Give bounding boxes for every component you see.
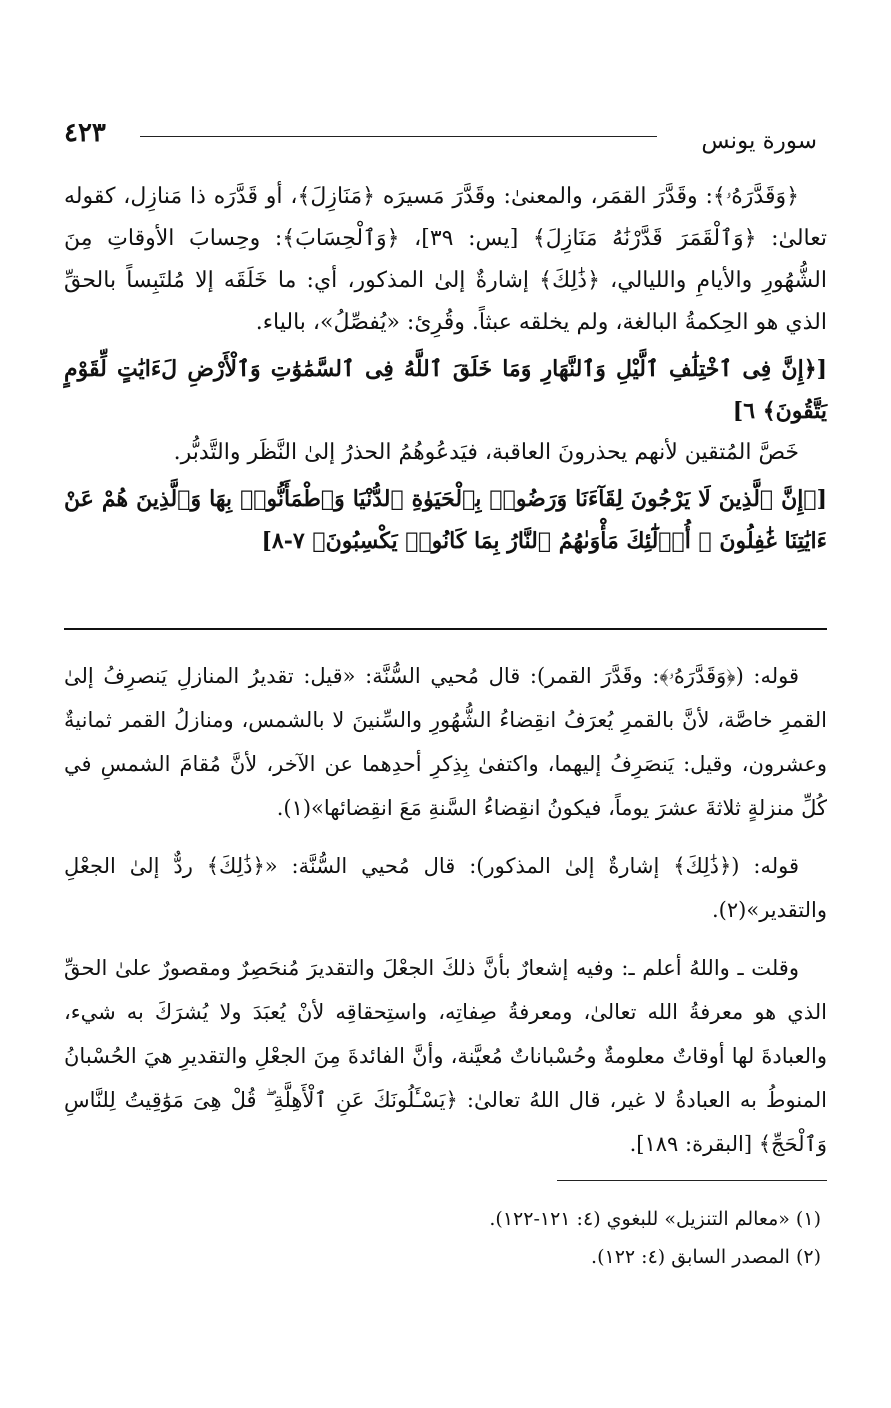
- page-number: ٤٢٣: [64, 118, 106, 148]
- header-rule: [140, 136, 657, 137]
- quran-verse: [﴿إِنَّ ٱلَّذِينَ لَا يَرْجُونَ لِقَآءَنَا وَرَضُوا۟ بِٱلْحَيَوٰةِ ٱلدُّنْيَا وَٱطْمَأَنُّوا۟ بِهَا وَٱلَّذِينَ هُمْ عَنْ ءَايَٰتِنَا غَٰفِلُونَ ۞ أُو۟لَٰٓئِكَ مَأْوَىٰهُمُ ٱلنَّارُ بِمَا كَانُوا۟ يَكْسِبُونَ﴾ ٧-٨]: [64, 486, 827, 554]
- page-header: [64, 118, 817, 158]
- quran-verse: [﴿إِنَّ فِى ٱخْتِلَٰفِ ٱلَّيْلِ وَٱلنَّهَارِ وَمَا خَلَقَ ٱللَّهُ فِى ٱلسَّمَٰوَٰتِ وَٱلْأَرْضِ لَءَايَٰتٍ لِّقَوْمٍ يَتَّقُونَ﴾ ٦]: [64, 356, 827, 424]
- tafsir-text: [64, 176, 827, 562]
- commentary-paragraph: وقلت ـ واللهُ أعلم ـ: وفيه إشعارٌ بأنَّ ذلكَ الجعْلَ والتقديرَ مُنحَصِرٌ ومقصورٌ علىٰ الحقِّ الذي هو معرفةُ الله تعالىٰ، ومعرفةُ صِفاتِه، واستِحقاقِه لأنْ يُعبَدَ ولا يُشرَكَ به شيء، والعبادةَ لها أوقاتٌ معلومةٌ وحُسْباناتٌ مُعيَّنة، وأنَّ الفائدةَ مِنَ الجعْلِ والتقديرِ هيَ الحُسْبانُ المنوطُ به العبادةُ لا غير، قال اللهُ تعالىٰ: ﴿يَسْـَٔلُونَكَ عَنِ ٱلْأَهِلَّةِ ۖ قُلْ هِىَ مَوَٰقِيتُ لِلنَّاسِ وَٱلْحَجِّ﴾ [البقرة: ١٨٩].: [64, 956, 827, 1156]
- commentary-paragraph: قوله: (﴿ذَٰلِكَ﴾ إشارةٌ إلىٰ المذكور): قال مُحيي السُّنَّة: «﴿ذَٰلِكَ﴾ ردٌّ إلىٰ الجعْلِ والتقدير»(٢).: [64, 854, 827, 922]
- tafsir-paragraph: ﴿وَقَدَّرَهُۥ﴾: وقَدَّرَ القمَر، والمعنىٰ: وقَدَّرَ مَسيرَه ﴿مَنَازِلَ﴾، أو قَدَّرَه ذا مَنازِل، كقوله تعالىٰ: ﴿وَٱلْقَمَرَ قَدَّرْنَٰهُ مَنَازِلَ﴾ [يس: ٣٩]، ﴿وَٱلْحِسَابَ﴾: وحِسابَ الأوقاتِ مِنَ الشُّهُورِ والأيامِ والليالي، ﴿ذَٰلِكَ﴾ إشارةٌ إلىٰ المذكور، أي: ما خَلَقَه إلا مُلتَبِساً بالحقِّ الذي هو الحِكمةُ البالغة، ولم يخلقه عبثاً. وقُرِئ: «يُفصِّلُ»، بالياء.: [64, 184, 827, 335]
- footnote-divider: [557, 1180, 827, 1181]
- commentary-paragraph: قوله: (﴿وَقَدَّرَهُۥ﴾: وقَدَّرَ القمر): قال مُحيي السُّنَّة: «قيل: تقديرُ المنازلِ يَنصرِفُ إلىٰ القمرِ خاصَّة، لأنَّ بالقمرِ يُعرَفُ انقِضاءُ الشُّهُورِ والسِّنينَ لا بالشمس، ومنازلُ القمر ثمانيةٌ وعشرون، وقيل: يَنصَرِفُ إليهما، واكتفىٰ بِذِكرِ أحدِهما عن الآخر، لأنَّ مُقامَ الشمسِ في كُلِّ منزلةٍ ثلاثةَ عشرَ يوماً، فيكونُ انقِضاءُ السَّنةِ مَعَ انقِضائها»(١).: [64, 664, 827, 820]
- section-divider: [64, 628, 827, 630]
- footnote: (١) «معالم التنزيل» للبغوي (٤: ١٢١-١٢٢).: [489, 1208, 821, 1230]
- commentary-text: [64, 654, 827, 1166]
- tafsir-paragraph: خَصَّ المُتقين لأنهم يحذرونَ العاقبة، فيَدعُوهُمُ الحذرُ إلىٰ النَّظَر والتَّدبُّر.: [173, 440, 799, 465]
- footnote: (٢) المصدر السابق (٤: ١٢٢).: [591, 1246, 821, 1268]
- footnotes: [64, 1200, 821, 1276]
- surah-title: سورة يونس: [701, 128, 817, 154]
